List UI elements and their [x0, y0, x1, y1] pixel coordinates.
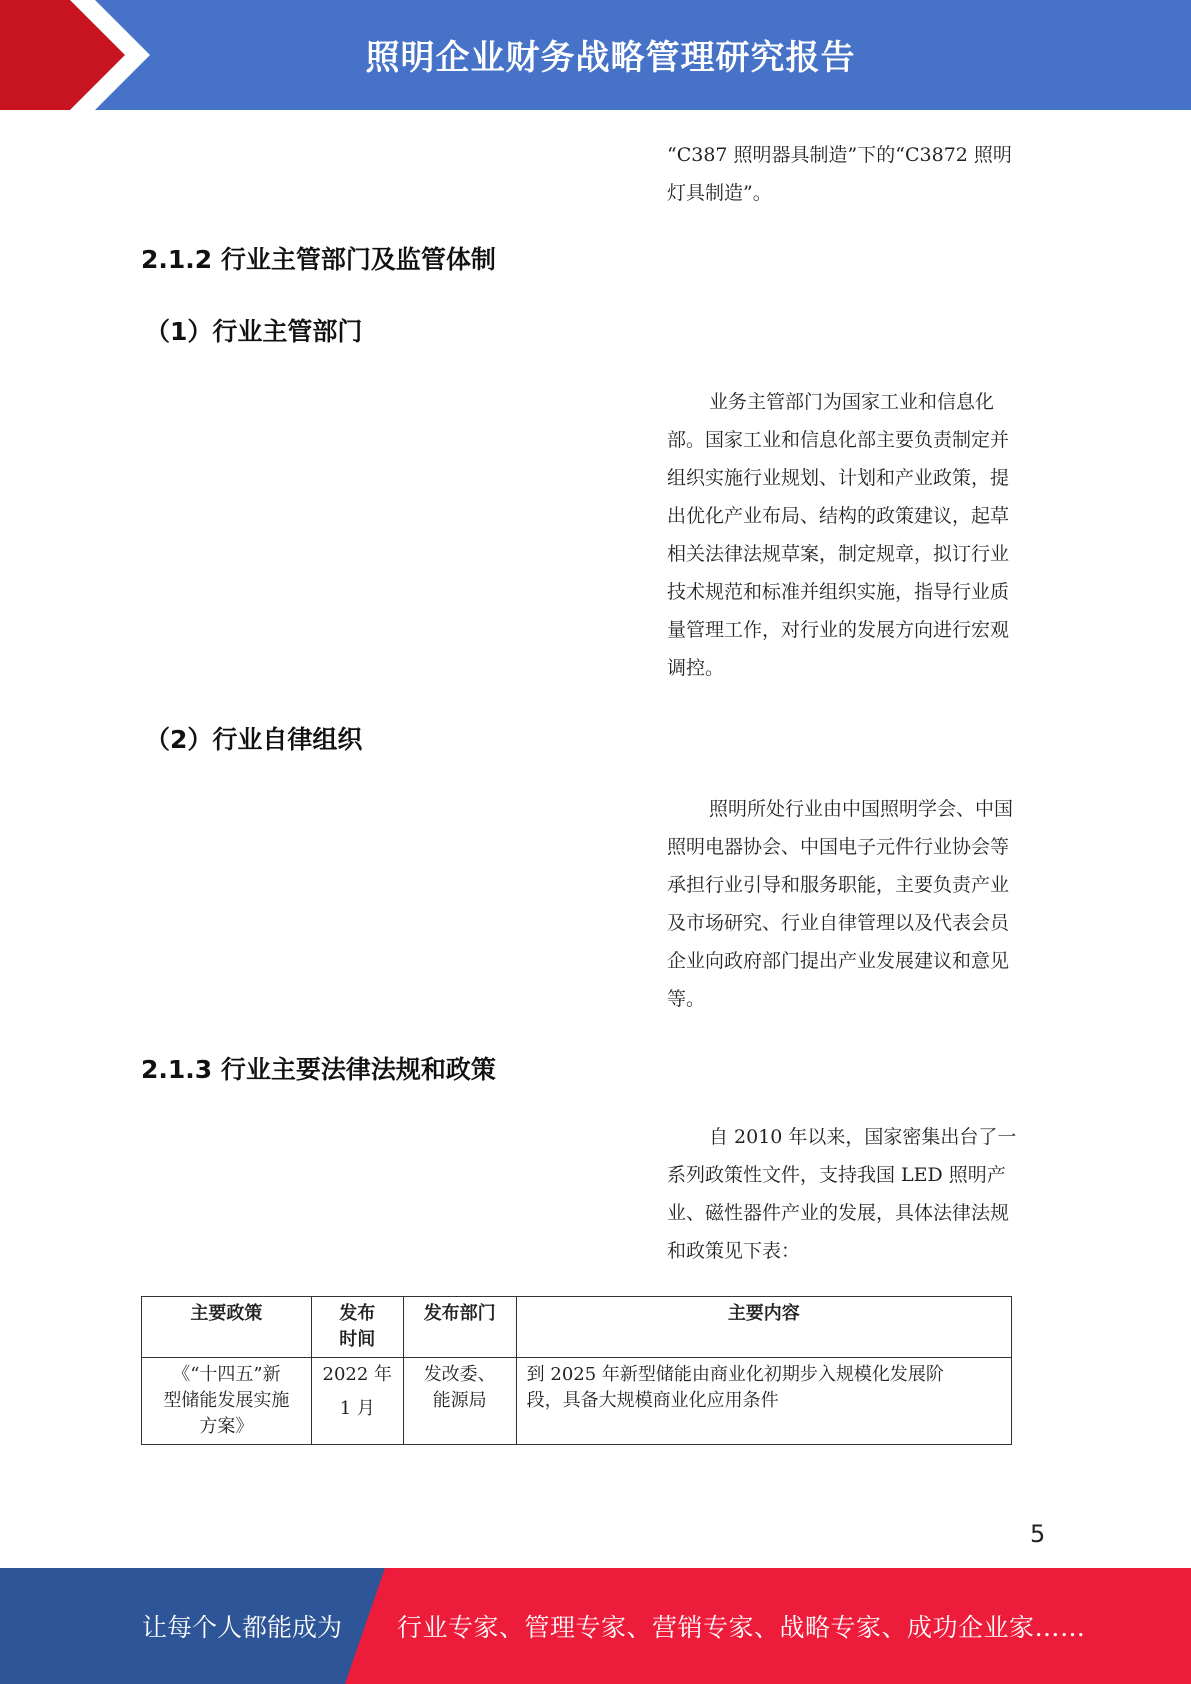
table-row [142, 1358, 1012, 1445]
section-heading-2-1-2: 2.1.2 行业主管部门及监管体制 [141, 245, 496, 274]
paragraph-line: 部。国家工业和信息化部主要负责制定并 [667, 429, 1010, 451]
paragraph-line: 技术规范和标准并组织实施，指导行业质 [667, 581, 1010, 603]
paragraph-line: 照明所处行业由中国照明学会、中国 [709, 798, 1014, 820]
paragraph-industry-authority [667, 383, 1047, 687]
subheading-self-regulatory: （2）行业自律组织 [145, 725, 363, 754]
paragraph-line: 及市场研究、行业自律管理以及代表会员 [667, 912, 1010, 934]
paragraph-line: 自 2010 年以来，国家密集出台了一 [709, 1126, 1017, 1148]
paragraph-line: 承担行业引导和服务职能，主要负责产业 [667, 874, 1010, 896]
intro-paragraph [667, 136, 1047, 212]
paragraph-line: 组织实施行业规划、计划和产业政策，提 [667, 467, 1010, 489]
page-footer [0, 1568, 1191, 1684]
header-content: 主要内容 [516, 1297, 1011, 1358]
paragraph-line: 系列政策性文件，支持我国 LED 照明产 [667, 1164, 1006, 1186]
footer-slogan-right: 行业专家、管理专家、营销专家、战略专家、成功企业家…… [397, 1613, 1086, 1642]
page-number: 5 [1030, 1520, 1046, 1548]
footer-slogan-left: 让每个人都能成为 [142, 1613, 343, 1642]
paragraph-line: 企业向政府部门提出产业发展建议和意见 [667, 950, 1010, 972]
section-heading-2-1-3: 2.1.3 行业主要法律法规和政策 [141, 1055, 496, 1084]
header-time: 发布 时间 [311, 1297, 403, 1358]
cell-dept: 发改委、 能源局 [403, 1358, 516, 1445]
paragraph-line: 业、磁性器件产业的发展，具体法律法规 [667, 1202, 1010, 1224]
table-header-row [142, 1297, 1012, 1358]
cell-content: 到 2025 年新型储能由商业化初期步入规模化发展阶 段，具备大规模商业化应用条件 [516, 1358, 1011, 1445]
paragraph-line: 出优化产业布局、结构的政策建议，起草 [667, 505, 1010, 527]
paragraph-line: 业务主管部门为国家工业和信息化 [709, 391, 995, 413]
paragraph-line: 量管理工作，对行业的发展方向进行宏观 [667, 619, 1010, 641]
paragraph-line: 相关法律法规草案，制定规章，拟订行业 [667, 543, 1010, 565]
paragraph-line: 调控。 [667, 657, 725, 679]
intro-line: “C387 照明器具制造”下的“C3872 照明 [667, 144, 1012, 166]
header-title: 照明企业财务战略管理研究报告 [365, 38, 856, 78]
intro-line: 灯具制造”。 [667, 182, 772, 204]
paragraph-self-regulatory [667, 790, 1047, 1018]
header-dept: 发布部门 [403, 1297, 516, 1358]
cell-policy: 《“十四五”新 型储能发展实施 方案》 [142, 1358, 312, 1445]
subheading-industry-authority: （1）行业主管部门 [145, 317, 363, 346]
cell-time: 2022 年 1 月 [311, 1358, 403, 1445]
policy-table [141, 1296, 1012, 1445]
header-policy: 主要政策 [142, 1297, 312, 1358]
paragraph-policies-intro [667, 1118, 1047, 1270]
page-header [0, 0, 1191, 110]
paragraph-line: 和政策见下表： [667, 1240, 801, 1262]
paragraph-line: 照明电器协会、中国电子元件行业协会等 [667, 836, 1010, 858]
paragraph-line: 等。 [667, 988, 706, 1010]
